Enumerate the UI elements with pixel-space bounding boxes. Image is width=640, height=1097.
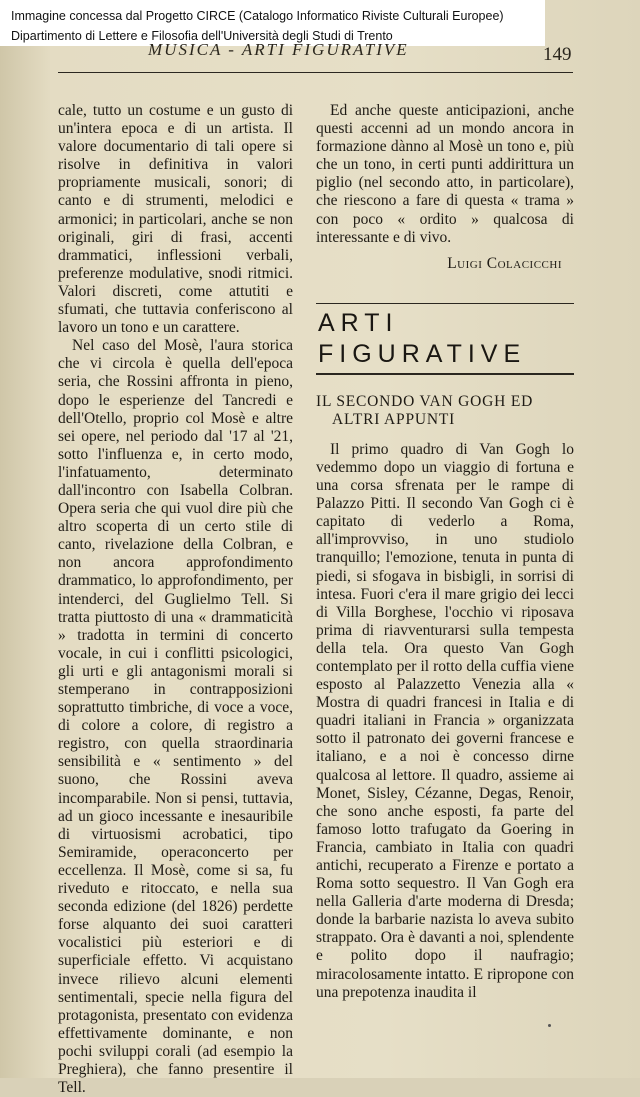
paragraph: Ed anche queste anticipazioni, anche questi accenni ad un mondo ancora in formazione dànno al Mosè un tono e, più che un tono, in certi punti addirittura un piglio (nel secondo atto, in particolare), che riescono a fare di questa « trama » con poco « ordito » qualcosa di interessante e di vivo.: [316, 102, 574, 246]
banner-line-1: Immagine concessa dal Progetto CIRCE (Catalogo Informatico Riviste Culturali Europee): [11, 9, 504, 23]
author-signature: Luigi Colacicchi: [447, 254, 562, 272]
article-title-line: ALTRI APPUNTI: [332, 410, 456, 428]
section-title-line: FIGURATIVE: [318, 339, 527, 368]
section-rule: [316, 303, 574, 304]
article-title: [316, 393, 574, 429]
section-title-line: ARTI: [318, 308, 399, 337]
paragraph: Nel caso del Mosè, l'aura storica che vi circola è quella dell'epoca seria, che Rossini affronta in pieno, dopo le esperienze del Tancredi e dell'Otello, proprio col Mosè e altre sei opere, nel periodo dal '17 al '21, sotto l'influenza e, in certo modo, l'infatuamento, determinato dall'incontro con Isabella Colbran. Opera seria che qui vuol dire più che altro scoperta di un certo stile di canto, rivelazione della Colbran, e non ancora approfondimento drammatico, lo approfondimento, per intenderci, del Guglielmo Tell. Si tratta piuttosto di una « drammaticità » tradotta in termini di concerto vocale, in cui i conflitti psicologici, gli urti e gli antagonismi morali si stemperano in contrapposizioni soprattutto timbriche, di voce a voce, di colore a colore, di registro a registro, con quella straordinaria sensibilità e « sentimento » del suono, che Rossini aveva incomparabile. Non si pensi, tuttavia, ad un gioco incessante e inesauribile di virtuosismi acrobatici, tipo Semiramide, operaconcerto per eccellenza. Il Mosè, come si sa, fu riveduto e ritoccato, e nella sua seconda edizione (del 1826) perdette forse alquanto dei suoi caratteri vocalistici più esteriori e di superficiale effetto. Vi acquistano invece rilievo alcuni elementi sentimentali, specie nella figura del protagonista, presentato con evidenza effettivamente dominante, e non pochi sviluppi corali (ad esempio la Preghiera), che fanno presentire il Tell.: [58, 337, 293, 1097]
paragraph: Il primo quadro di Van Gogh lo vedemmo dopo un viaggio di fortuna e una corsa sfrenata per le rampe di Palazzo Pitti. Il secondo Van Gogh ci è capitato di vederlo a Roma, all'improvviso, in uno studiolo tranquillo; l'emozione, tenuta in punta di piedi, si sfogava in bisbigli, in sorrisi di intesa. Fuori c'era il mare grigio dei lecci di Villa Borghese, l'occhio vi riposava prima di riavventurarsi sulla tempesta della tela. Ora questo Van Gogh contemplato per il rotto della cuffia viene esposto al Palazzetto Venezia alla « Mostra di quadri francesi in Italia e di quadri italiani in Francia » organizzata sotto il patronato dei governi francese e italiano, e a noi è concesso dirne qualcosa al lettore. Il quadro, assieme ai Monet, Sisley, Cézanne, Degas, Renoir, che sono anche esposti, fa parte del famoso lotto trafugato da Goering in Francia, cambiato in Italia con quadri antichi, recuperato a Firenze e portato a Roma sotto sequestro. Il Van Gogh era nella Galleria d'arte moderna di Dresda; donde la barbarie nazista lo aveva subito strappato. Ora è davanti a noi, splendente e polito dopo il naufragio; miracolosamente intatto. E ripropone con una prepotenza inaudita il: [316, 440, 574, 1001]
section-title-rule: [316, 373, 574, 375]
left-column: [58, 102, 293, 1097]
banner-line-2: Dipartimento di Lettere e Filosofia dell'Università degli Studi di Trento: [11, 29, 393, 43]
article-title-line: IL SECONDO VAN GOGH ED: [316, 392, 534, 410]
page-number: 149: [543, 44, 572, 65]
section-title: [318, 308, 574, 370]
running-head: MUSICA - ARTI FIGURATIVE: [148, 40, 409, 59]
header-rule: [58, 72, 573, 73]
paragraph: cale, tutto un costume e un gusto di un'intera epoca e di un artista. Il valore documentario di tali opere si risolve in definitiva in valori propriamente musicali, sonori; di canto e di strumenti, melodici e armonici; in particolari, anche se non originali, giri di frasi, accenti drammatici, inflessioni verbali, preferenze modulative, snodi ritmici. Valori discreti, come attutiti e sfumati, che tuttavia conferiscono al lavoro un tono e un carattere.: [58, 102, 293, 337]
ink-speck: [548, 1024, 551, 1027]
right-column: [316, 102, 574, 1002]
